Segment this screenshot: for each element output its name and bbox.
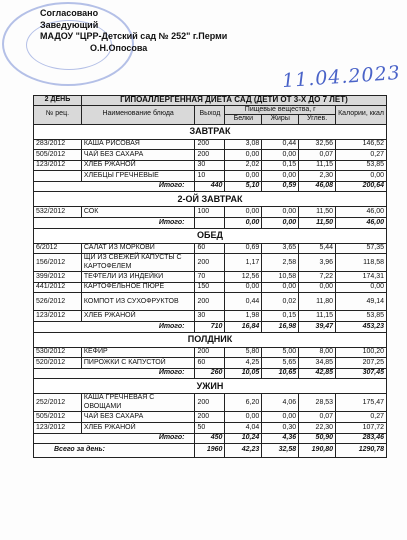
- table-row: [34, 358, 387, 369]
- cell-fat: 0,02: [262, 293, 299, 311]
- cell-fat: 0,00: [262, 171, 299, 182]
- total-protein: 0,00: [225, 218, 262, 229]
- cell-protein: 12,56: [225, 272, 262, 283]
- table-row: [34, 254, 387, 272]
- cell-name: ТЕФТЕЛИ ИЗ ИНДЕЙКИ: [81, 272, 195, 283]
- cell-protein: 0,69: [225, 243, 262, 254]
- cell-fat: 10,58: [262, 272, 299, 283]
- cell-protein: 3,08: [225, 139, 262, 150]
- cell-protein: 0,00: [225, 150, 262, 161]
- cell-yield: 100: [195, 207, 225, 218]
- total-yield: 440: [195, 181, 225, 192]
- table-row: [34, 412, 387, 423]
- cell-fat: 0,15: [262, 160, 299, 171]
- table-row: [34, 311, 387, 322]
- cell-carb: 2,30: [299, 171, 336, 182]
- col-nutrients: Пищевые вещества, г: [225, 105, 336, 115]
- cell-yield: 10: [195, 171, 225, 182]
- cell-name: САЛАТ ИЗ МОРКОВИ: [81, 243, 195, 254]
- cell-name: ЧАЙ БЕЗ САХАРА: [81, 150, 195, 161]
- total-carb: 42,85: [299, 368, 336, 379]
- cell-protein: 0,00: [225, 282, 262, 293]
- cell-yield: 70: [195, 272, 225, 283]
- table-row: [34, 272, 387, 283]
- cell-yield: 200: [195, 139, 225, 150]
- approve-line-4: О.Н.Опосова: [90, 42, 148, 53]
- total-carb: 39,47: [299, 322, 336, 333]
- grand-total-row: [34, 444, 387, 458]
- cell-protein: 1,17: [225, 254, 262, 272]
- cell-recipe: 123/2012: [34, 311, 82, 322]
- total-label: Итого:: [34, 368, 195, 379]
- cell-recipe: 252/2012: [34, 394, 82, 412]
- cell-carb: 22,30: [299, 423, 336, 434]
- total-protein: 10,24: [225, 433, 262, 444]
- cell-recipe: 6/2012: [34, 243, 82, 254]
- total-yield: 450: [195, 433, 225, 444]
- total-carb: 50,90: [299, 433, 336, 444]
- cell-yield: 200: [195, 394, 225, 412]
- subtotal-row: [34, 181, 387, 192]
- approve-line-1: Согласовано: [40, 8, 99, 18]
- cell-protein: 4,04: [225, 423, 262, 434]
- cell-yield: 50: [195, 423, 225, 434]
- total-protein: 10,05: [225, 368, 262, 379]
- cell-name: КЕФИР: [81, 347, 195, 358]
- cell-protein: 5,80: [225, 347, 262, 358]
- cell-fat: 5,00: [262, 347, 299, 358]
- total-carb: 11,50: [299, 218, 336, 229]
- cell-carb: 5,44: [299, 243, 336, 254]
- cell-recipe: [34, 171, 82, 182]
- table-row: [34, 150, 387, 161]
- header-row-2: [34, 105, 387, 115]
- cell-protein: 4,25: [225, 358, 262, 369]
- cell-recipe: 505/2012: [34, 150, 82, 161]
- menu-table: [33, 95, 387, 458]
- approval-block: [40, 8, 227, 54]
- cell-name: ЩИ ИЗ СВЕЖЕЙ КАПУСТЫ С КАРТОФЕЛЕМ: [81, 254, 195, 272]
- cell-protein: 0,00: [225, 207, 262, 218]
- subtotal-row: [34, 322, 387, 333]
- cell-recipe: 505/2012: [34, 412, 82, 423]
- cell-name: СОК: [81, 207, 195, 218]
- total-label: Итого:: [34, 433, 195, 444]
- cell-yield: 30: [195, 160, 225, 171]
- section-lunch: ОБЕД: [34, 228, 387, 243]
- col-carb: Углев.: [299, 115, 336, 125]
- cell-kcal: 0,00: [336, 282, 387, 293]
- cell-yield: 200: [195, 293, 225, 311]
- cell-carb: 11,15: [299, 160, 336, 171]
- subtotal-row: [34, 218, 387, 229]
- cell-recipe: 530/2012: [34, 347, 82, 358]
- table-row: [34, 139, 387, 150]
- cell-carb: 28,53: [299, 394, 336, 412]
- total-protein: 42,23: [225, 444, 262, 458]
- total-carb: 46,08: [299, 181, 336, 192]
- cell-name: КАША ГРЕЧНЕВАЯ С ОВОЩАМИ: [81, 394, 195, 412]
- cell-protein: 0,00: [225, 412, 262, 423]
- total-fat: 32,58: [262, 444, 299, 458]
- cell-kcal: 0,00: [336, 171, 387, 182]
- cell-carb: 11,50: [299, 207, 336, 218]
- cell-fat: 3,65: [262, 243, 299, 254]
- cell-fat: 0,00: [262, 412, 299, 423]
- cell-name: ХЛЕБ РЖАНОЙ: [81, 311, 195, 322]
- cell-carb: 7,22: [299, 272, 336, 283]
- cell-yield: 200: [195, 412, 225, 423]
- cell-carb: 0,00: [299, 282, 336, 293]
- table-row: [34, 423, 387, 434]
- cell-name: ХЛЕБ РЖАНОЙ: [81, 160, 195, 171]
- col-protein: Белки: [225, 115, 262, 125]
- cell-name: ХЛЕБ РЖАНОЙ: [81, 423, 195, 434]
- total-protein: 16,84: [225, 322, 262, 333]
- cell-protein: 0,44: [225, 293, 262, 311]
- col-fat: Жиры: [262, 115, 299, 125]
- approve-line-2: Заведующий: [40, 19, 99, 30]
- total-protein: 5,10: [225, 181, 262, 192]
- table-row: [34, 171, 387, 182]
- table-row: [34, 207, 387, 218]
- total-yield: 710: [195, 322, 225, 333]
- col-yield: Выход: [195, 105, 225, 124]
- total-label: Итого:: [34, 181, 195, 192]
- cell-protein: 2,02: [225, 160, 262, 171]
- header-row-1: [34, 96, 387, 106]
- total-kcal: 46,00: [336, 218, 387, 229]
- cell-carb: 0,07: [299, 412, 336, 423]
- cell-yield: 200: [195, 347, 225, 358]
- subtotal-row: [34, 433, 387, 444]
- cell-yield: 200: [195, 254, 225, 272]
- cell-kcal: 53,85: [336, 311, 387, 322]
- col-name: Наименование блюда: [81, 105, 195, 124]
- cell-name: КАРТОФЕЛЬНОЕ ПЮРЕ: [81, 282, 195, 293]
- table-row: [34, 394, 387, 412]
- cell-name: ПИРОЖКИ С КАПУСТОЙ: [81, 358, 195, 369]
- cell-fat: 4,06: [262, 394, 299, 412]
- cell-yield: 60: [195, 358, 225, 369]
- total-yield: 260: [195, 368, 225, 379]
- cell-carb: 11,15: [299, 311, 336, 322]
- cell-carb: 3,96: [299, 254, 336, 272]
- cell-carb: 0,07: [299, 150, 336, 161]
- cell-fat: 0,00: [262, 282, 299, 293]
- total-fat: 0,00: [262, 218, 299, 229]
- cell-kcal: 100,20: [336, 347, 387, 358]
- cell-yield: 150: [195, 282, 225, 293]
- total-label: Итого:: [34, 218, 195, 229]
- total-label: Итого:: [34, 322, 195, 333]
- cell-kcal: 107,72: [336, 423, 387, 434]
- handwritten-date: 11.04.2023: [281, 61, 402, 93]
- cell-protein: 0,00: [225, 171, 262, 182]
- approve-line-3: МАДОУ "ЦРР-Детский сад № 252" г.Перми: [40, 31, 228, 41]
- col-kcal: Калории, ккал: [336, 105, 387, 124]
- cell-carb: 34,85: [299, 358, 336, 369]
- day-label: 2 ДЕНЬ: [34, 96, 82, 106]
- section-breakfast: ЗАВТРАК: [34, 124, 387, 139]
- total-carb: 190,80: [299, 444, 336, 458]
- total-kcal: 307,45: [336, 368, 387, 379]
- total-label: Всего за день:: [34, 444, 195, 458]
- cell-kcal: 175,47: [336, 394, 387, 412]
- cell-kcal: 49,14: [336, 293, 387, 311]
- cell-recipe: 399/2012: [34, 272, 82, 283]
- cell-carb: 8,00: [299, 347, 336, 358]
- cell-name: КОМПОТ ИЗ СУХОФРУКТОВ: [81, 293, 195, 311]
- diet-title: ГИПОАЛЛЕРГЕННАЯ ДИЕТА САД (ДЕТИ ОТ 3-Х ДО 7 ЛЕТ): [81, 96, 386, 106]
- cell-name: ХЛЕБЦЫ ГРЕЧНЕВЫЕ: [81, 171, 195, 182]
- subtotal-row: [34, 368, 387, 379]
- cell-kcal: 0,27: [336, 412, 387, 423]
- cell-recipe: 283/2012: [34, 139, 82, 150]
- cell-yield: 30: [195, 311, 225, 322]
- cell-recipe: 520/2012: [34, 358, 82, 369]
- cell-kcal: 53,85: [336, 160, 387, 171]
- cell-recipe: 156/2012: [34, 254, 82, 272]
- section-breakfast2: 2-ОЙ ЗАВТРАК: [34, 192, 387, 207]
- cell-kcal: 46,00: [336, 207, 387, 218]
- section-dinner: УЖИН: [34, 379, 387, 394]
- total-kcal: 1290,78: [336, 444, 387, 458]
- cell-kcal: 174,31: [336, 272, 387, 283]
- cell-kcal: 118,58: [336, 254, 387, 272]
- cell-fat: 0,44: [262, 139, 299, 150]
- cell-fat: 0,30: [262, 423, 299, 434]
- cell-kcal: 0,27: [336, 150, 387, 161]
- cell-carb: 32,56: [299, 139, 336, 150]
- table-row: [34, 293, 387, 311]
- table-row: [34, 282, 387, 293]
- cell-recipe: 526/2012: [34, 293, 82, 311]
- total-yield: [195, 218, 225, 229]
- col-recipe: № рец.: [34, 105, 82, 124]
- table-row: [34, 347, 387, 358]
- table-row: [34, 243, 387, 254]
- cell-yield: 200: [195, 150, 225, 161]
- total-fat: 10,65: [262, 368, 299, 379]
- cell-recipe: 123/2012: [34, 160, 82, 171]
- cell-recipe: 532/2012: [34, 207, 82, 218]
- cell-carb: 11,80: [299, 293, 336, 311]
- cell-fat: 0,00: [262, 150, 299, 161]
- total-fat: 4,36: [262, 433, 299, 444]
- cell-fat: 2,58: [262, 254, 299, 272]
- cell-recipe: 123/2012: [34, 423, 82, 434]
- cell-fat: 0,15: [262, 311, 299, 322]
- table-row: [34, 160, 387, 171]
- cell-yield: 60: [195, 243, 225, 254]
- cell-protein: 1,98: [225, 311, 262, 322]
- cell-kcal: 146,52: [336, 139, 387, 150]
- total-fat: 0,59: [262, 181, 299, 192]
- cell-kcal: 57,35: [336, 243, 387, 254]
- cell-fat: 0,00: [262, 207, 299, 218]
- total-fat: 16,98: [262, 322, 299, 333]
- cell-name: ЧАЙ БЕЗ САХАРА: [81, 412, 195, 423]
- cell-name: КАША РИСОВАЯ: [81, 139, 195, 150]
- cell-fat: 5,65: [262, 358, 299, 369]
- total-kcal: 200,64: [336, 181, 387, 192]
- total-kcal: 283,46: [336, 433, 387, 444]
- total-yield: 1960: [195, 444, 225, 458]
- total-kcal: 453,23: [336, 322, 387, 333]
- cell-protein: 6,20: [225, 394, 262, 412]
- cell-recipe: 441/2012: [34, 282, 82, 293]
- cell-kcal: 207,25: [336, 358, 387, 369]
- section-snack: ПОЛДНИК: [34, 332, 387, 347]
